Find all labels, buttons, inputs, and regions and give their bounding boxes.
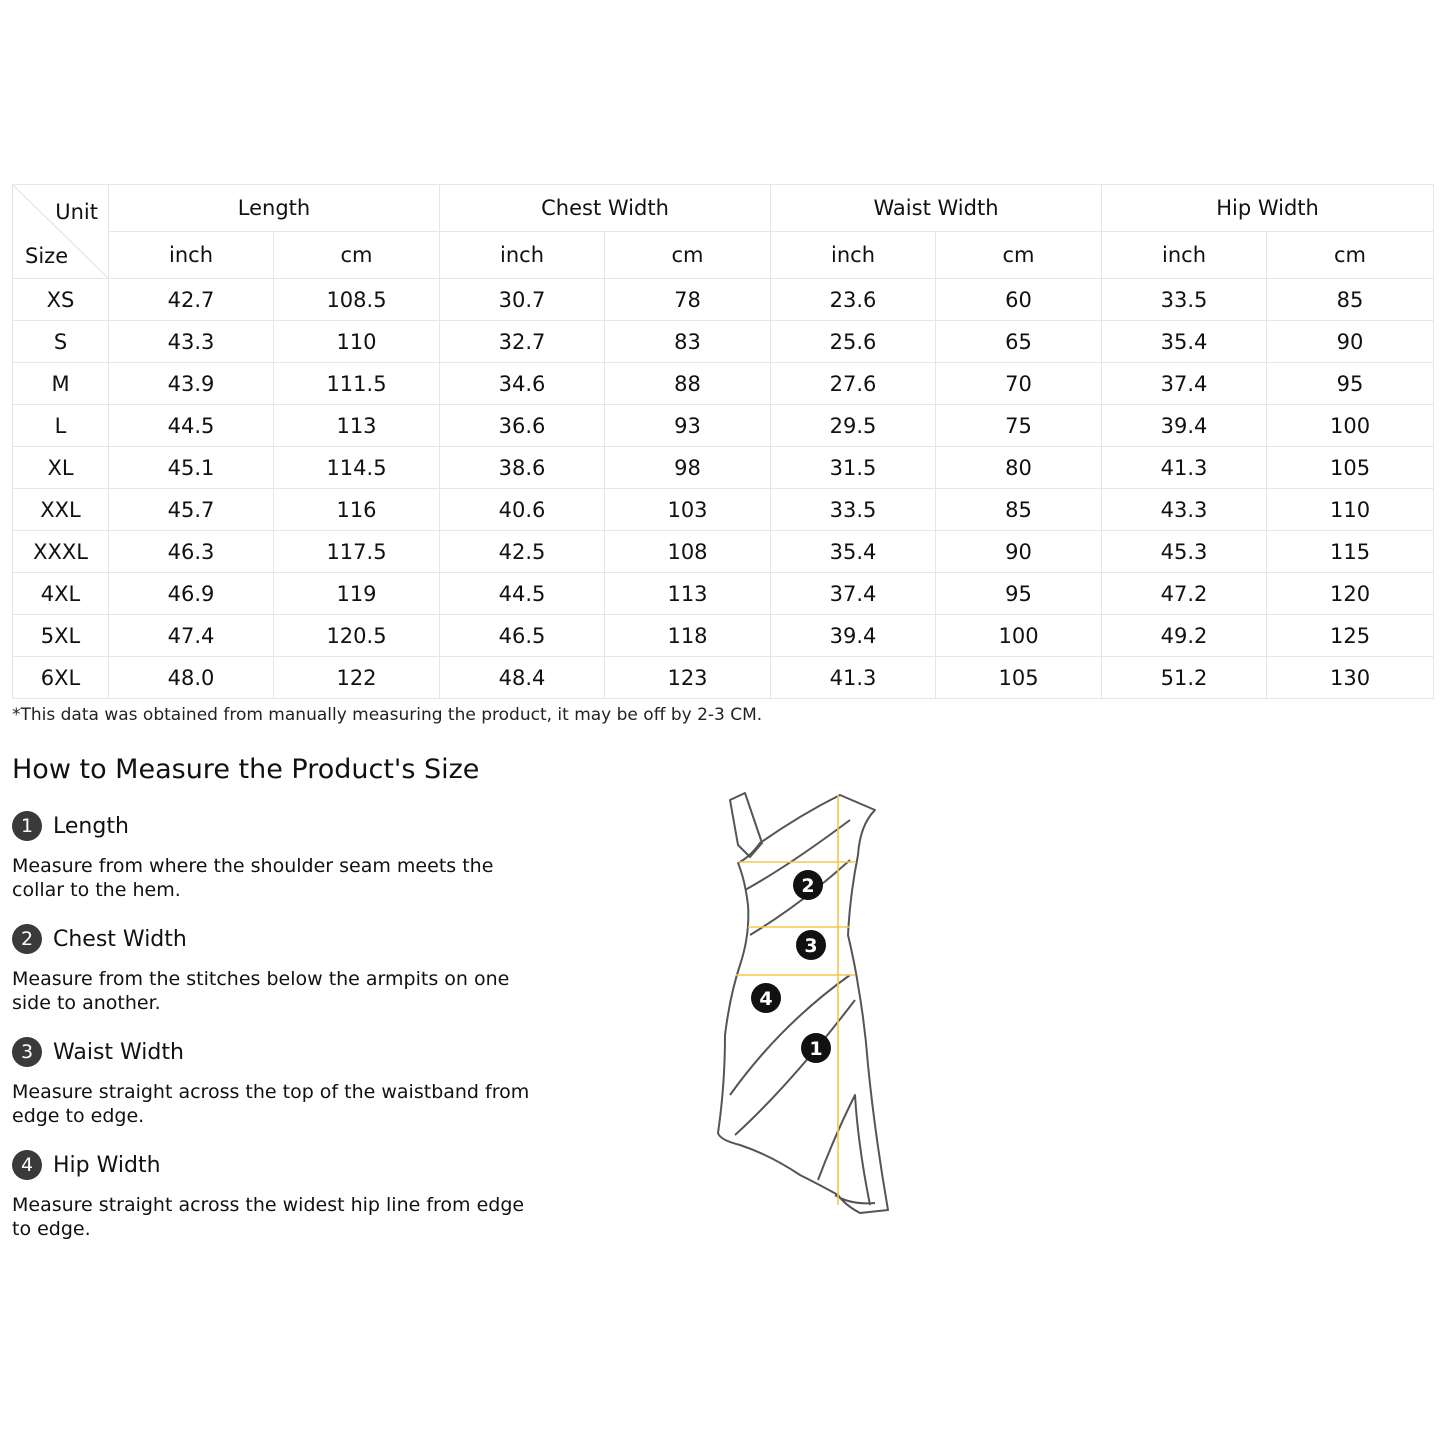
step-hip-width	[12, 1149, 532, 1241]
value-cell: 43.3	[1102, 489, 1267, 531]
value-cell: 34.6	[440, 363, 605, 405]
size-label-cell: S	[13, 321, 109, 363]
value-cell: 46.3	[109, 531, 274, 573]
value-cell: 39.4	[1102, 405, 1267, 447]
value-cell: 80	[936, 447, 1102, 489]
unit-header: cm	[274, 232, 440, 279]
value-cell: 42.5	[440, 531, 605, 573]
size-label-cell: XXXL	[13, 531, 109, 573]
step-description: Measure straight across the widest hip line from edge to edge.	[12, 1194, 525, 1240]
table-row	[13, 489, 1434, 531]
step-waist-width	[12, 1036, 532, 1128]
value-cell: 65	[936, 321, 1102, 363]
value-cell: 36.6	[440, 405, 605, 447]
value-cell: 47.4	[109, 615, 274, 657]
value-cell: 123	[605, 657, 771, 699]
value-cell: 100	[1267, 405, 1434, 447]
value-cell: 43.9	[109, 363, 274, 405]
unit-header: cm	[605, 232, 771, 279]
value-cell: 90	[936, 531, 1102, 573]
marker-3	[796, 930, 826, 960]
size-label-cell: 6XL	[13, 657, 109, 699]
value-cell: 119	[274, 573, 440, 615]
step-number-badge: 1	[12, 811, 42, 841]
step-number-badge: 3	[12, 1037, 42, 1067]
measurement-footnote: *This data was obtained from manually measuring the product, it may be off by 2-3 CM.	[12, 705, 763, 725]
value-cell: 88	[605, 363, 771, 405]
value-cell: 44.5	[109, 405, 274, 447]
value-cell: 33.5	[1102, 279, 1267, 321]
table-row	[13, 321, 1434, 363]
value-cell: 44.5	[440, 573, 605, 615]
unit-header: inch	[440, 232, 605, 279]
step-chest-width	[12, 923, 532, 1015]
value-cell: 117.5	[274, 531, 440, 573]
value-cell: 95	[1267, 363, 1434, 405]
step-title: Hip Width	[53, 1152, 161, 1178]
value-cell: 27.6	[771, 363, 936, 405]
value-cell: 125	[1267, 615, 1434, 657]
value-cell: 108.5	[274, 279, 440, 321]
value-cell: 113	[274, 405, 440, 447]
value-cell: 43.3	[109, 321, 274, 363]
step-description: Measure straight across the top of the waistband from edge to edge.	[12, 1081, 530, 1127]
value-cell: 118	[605, 615, 771, 657]
value-cell: 35.4	[771, 531, 936, 573]
step-title: Waist Width	[53, 1039, 184, 1065]
table-row	[13, 615, 1434, 657]
table-row	[13, 531, 1434, 573]
value-cell: 95	[936, 573, 1102, 615]
value-cell: 85	[936, 489, 1102, 531]
size-label-cell: L	[13, 405, 109, 447]
value-cell: 110	[274, 321, 440, 363]
dress-measurement-diagram	[700, 785, 900, 1225]
value-cell: 105	[936, 657, 1102, 699]
value-cell: 37.4	[1102, 363, 1267, 405]
unit-header: inch	[1102, 232, 1267, 279]
value-cell: 75	[936, 405, 1102, 447]
group-header-hip-width: Hip Width	[1102, 185, 1434, 232]
size-label-cell: XXL	[13, 489, 109, 531]
value-cell: 46.9	[109, 573, 274, 615]
value-cell: 38.6	[440, 447, 605, 489]
value-cell: 105	[1267, 447, 1434, 489]
value-cell: 33.5	[771, 489, 936, 531]
value-cell: 120	[1267, 573, 1434, 615]
group-header-waist-width: Waist Width	[771, 185, 1102, 232]
table-row	[13, 573, 1434, 615]
value-cell: 47.2	[1102, 573, 1267, 615]
step-description: Measure from where the shoulder seam meets the collar to the hem.	[12, 855, 494, 901]
marker-4	[751, 983, 781, 1013]
value-cell: 130	[1267, 657, 1434, 699]
value-cell: 45.7	[109, 489, 274, 531]
value-cell: 35.4	[1102, 321, 1267, 363]
value-cell: 39.4	[771, 615, 936, 657]
value-cell: 23.6	[771, 279, 936, 321]
step-title: Chest Width	[53, 926, 187, 952]
value-cell: 70	[936, 363, 1102, 405]
value-cell: 110	[1267, 489, 1434, 531]
value-cell: 37.4	[771, 573, 936, 615]
value-cell: 49.2	[1102, 615, 1267, 657]
marker-1	[801, 1033, 831, 1063]
table-row	[13, 447, 1434, 489]
step-title: Length	[53, 813, 129, 839]
value-cell: 111.5	[274, 363, 440, 405]
size-label-cell: M	[13, 363, 109, 405]
value-cell: 120.5	[274, 615, 440, 657]
corner-size-label: Size	[25, 244, 69, 268]
unit-header: inch	[771, 232, 936, 279]
unit-header-row	[13, 232, 1434, 279]
marker-label: 2	[801, 875, 815, 897]
unit-header: cm	[936, 232, 1102, 279]
table-row	[13, 279, 1434, 321]
marker-label: 1	[809, 1038, 823, 1060]
value-cell: 60	[936, 279, 1102, 321]
value-cell: 25.6	[771, 321, 936, 363]
value-cell: 116	[274, 489, 440, 531]
value-cell: 100	[936, 615, 1102, 657]
table-row	[13, 363, 1434, 405]
value-cell: 31.5	[771, 447, 936, 489]
value-cell: 51.2	[1102, 657, 1267, 699]
size-rows	[13, 279, 1434, 699]
value-cell: 90	[1267, 321, 1434, 363]
value-cell: 41.3	[1102, 447, 1267, 489]
value-cell: 45.3	[1102, 531, 1267, 573]
unit-header: inch	[109, 232, 274, 279]
value-cell: 98	[605, 447, 771, 489]
value-cell: 122	[274, 657, 440, 699]
step-length	[12, 810, 532, 902]
value-cell: 48.4	[440, 657, 605, 699]
how-to-measure-title: How to Measure the Product's Size	[12, 754, 480, 785]
value-cell: 42.7	[109, 279, 274, 321]
group-header-length: Length	[109, 185, 440, 232]
value-cell: 46.5	[440, 615, 605, 657]
group-header-row	[13, 185, 1434, 232]
value-cell: 40.6	[440, 489, 605, 531]
table-row	[13, 405, 1434, 447]
size-label-cell: 4XL	[13, 573, 109, 615]
value-cell: 29.5	[771, 405, 936, 447]
table-row	[13, 657, 1434, 699]
value-cell: 85	[1267, 279, 1434, 321]
size-chart-table	[12, 184, 1434, 699]
step-number-badge: 2	[12, 924, 42, 954]
marker-label: 4	[759, 988, 773, 1010]
corner-unit-label: Unit	[55, 200, 98, 224]
value-cell: 93	[605, 405, 771, 447]
value-cell: 41.3	[771, 657, 936, 699]
size-label-cell: 5XL	[13, 615, 109, 657]
size-label-cell: XL	[13, 447, 109, 489]
step-number-badge: 4	[12, 1150, 42, 1180]
value-cell: 108	[605, 531, 771, 573]
marker-2	[793, 870, 823, 900]
value-cell: 113	[605, 573, 771, 615]
value-cell: 115	[1267, 531, 1434, 573]
value-cell: 48.0	[109, 657, 274, 699]
size-label-cell: XS	[13, 279, 109, 321]
dress-outline-icon	[718, 793, 888, 1213]
value-cell: 78	[605, 279, 771, 321]
value-cell: 83	[605, 321, 771, 363]
marker-label: 3	[804, 935, 818, 957]
value-cell: 114.5	[274, 447, 440, 489]
value-cell: 103	[605, 489, 771, 531]
corner-cell	[13, 185, 109, 279]
value-cell: 30.7	[440, 279, 605, 321]
unit-header: cm	[1267, 232, 1434, 279]
value-cell: 45.1	[109, 447, 274, 489]
value-cell: 32.7	[440, 321, 605, 363]
step-description: Measure from the stitches below the armpits on one side to another.	[12, 968, 510, 1014]
group-header-chest-width: Chest Width	[440, 185, 771, 232]
